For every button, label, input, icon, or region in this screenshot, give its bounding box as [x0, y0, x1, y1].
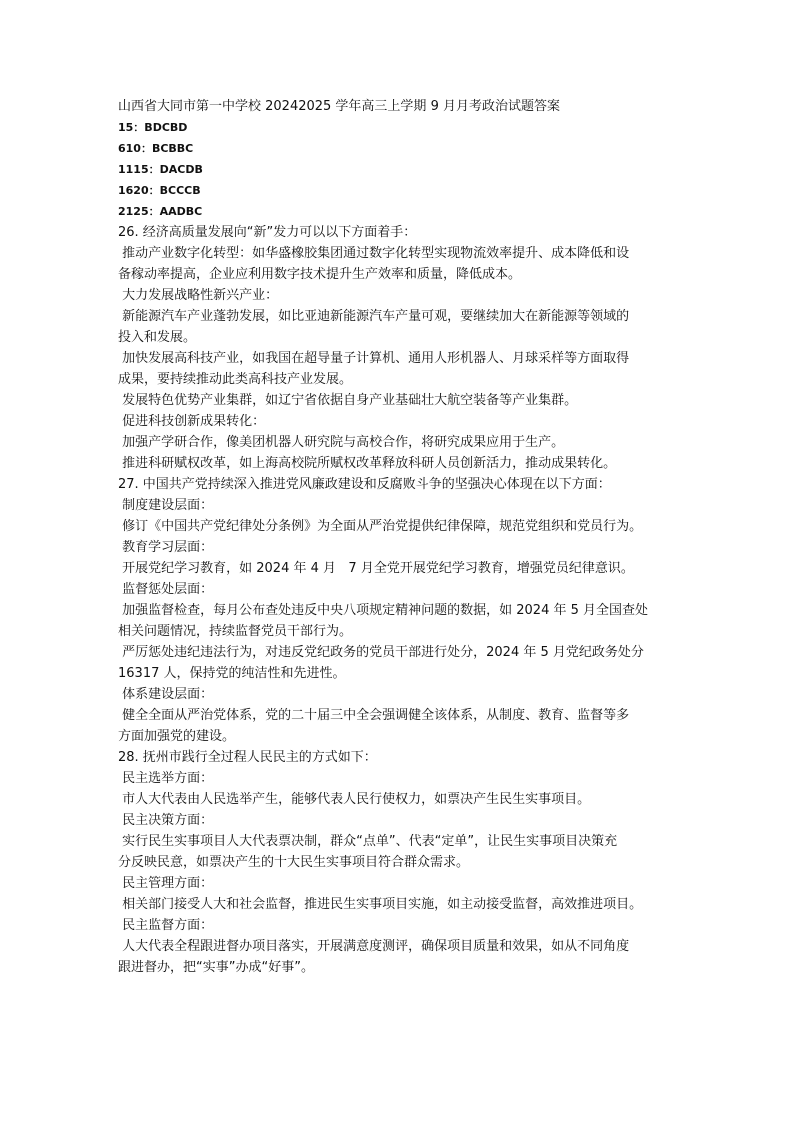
question-26-line: 促进科技创新成果转化： [118, 414, 266, 429]
question-27-line: 健全全面从严治党体系，党的二十届三中全会强调健全该体系，从制度、教育、监督等多 [118, 708, 630, 723]
question-27-line: 严厉惩处违纪违法行为，对违反党纪政务的党员干部进行处分，2024 年 5 月党纪政务处分 [118, 645, 644, 660]
question-28-line: 实行民生实事项目人大代表票决制，群众“点单”、代表“定单”，让民生实事项目决策充 [118, 834, 618, 849]
question-26-line: 新能源汽车产业蓬勃发展，如比亚迪新能源汽车产量可观，要继续加大在新能源等领域的 [118, 309, 630, 324]
question-26-line: 推进科研赋权改革，如上海高校院所赋权改革释放科研人员创新活力，推动成果转化。 [118, 456, 617, 471]
question-28-heading: 28. 抚州市践行全过程人民民主的方式如下： [118, 750, 377, 765]
question-27-line: 教育学习层面： [118, 540, 214, 555]
question-27-heading: 27. 中国共产党持续深入推进党风廉政建设和反腐败斗争的坚强决心体现在以下方面： [118, 477, 611, 492]
question-28-line: 民主监督方面： [118, 918, 214, 933]
question-27-line: 制度建设层面： [118, 498, 214, 513]
answer-line: 15：BDCBD [118, 121, 188, 134]
question-28-line: 民主管理方面： [118, 876, 214, 891]
document-title: 山西省大同市第一中学校 20242025 学年高三上学期 9 月月考政治试题答案 [118, 99, 560, 114]
question-27-line: 加强监督检查，每月公布查处违反中央八项规定精神问题的数据，如 2024 年 5 月全国查处 [118, 603, 649, 618]
question-28-line: 民主决策方面： [118, 813, 214, 828]
question-26-line: 加强产学研合作，像美团机器人研究院与高校合作，将研究成果应用于生产。 [118, 435, 565, 450]
question-27-line: 16317 人，保持党的纯洁性和先进性。 [118, 666, 346, 681]
question-27-line: 体系建设层面： [118, 687, 214, 702]
answer-line: 2125：AADBC [118, 205, 203, 218]
question-27-line: 方面加强党的建设。 [118, 729, 236, 744]
answer-line: 1620：BCCCB [118, 184, 201, 197]
question-27-line: 监督惩处层面： [118, 582, 214, 597]
question-26-line: 加快发展高科技产业，如我国在超导量子计算机、通用人形机器人、月球采样等方面取得 [118, 351, 630, 366]
document-page [118, 96, 680, 978]
answer-line: 610：BCBBC [118, 142, 194, 155]
question-28-line: 民主选举方面： [118, 771, 214, 786]
question-28-line: 人大代表全程跟进督办项目落实，开展满意度测评，确保项目质量和效果，如从不同角度 [118, 939, 630, 954]
question-26-heading: 26. 经济高质量发展向“新”发力可以以下方面着手： [118, 225, 417, 240]
question-26-line: 推动产业数字化转型：如华盛橡胶集团通过数字化转型实现物流效率提升、成本降低和设 [118, 246, 630, 261]
question-26-line: 成果，要持续推动此类高科技产业发展。 [118, 372, 353, 387]
question-26-line: 大力发展战略性新兴产业： [118, 288, 279, 303]
question-28-line: 市人大代表由人民选举产生，能够代表人民行使权力，如票决产生民生实事项目。 [118, 792, 591, 807]
question-28-line: 相关部门接受人大和社会监督，推进民生实事项目实施，如主动接受监督，高效推进项目。 [118, 897, 643, 912]
question-27-line: 开展党纪学习教育，如 2024 年 4 月 7 月全党开展党纪学习教育，增强党员纪律意识。 [118, 561, 634, 576]
question-26-line: 备稼动率提高，企业应利用数字技术提升生产效率和质量，降低成本。 [118, 267, 522, 282]
question-26-line: 发展特色优势产业集群，如辽宁省依据自身产业基础壮大航空装备等产业集群。 [118, 393, 578, 408]
question-27-line: 相关问题情况，持续监督党员干部行为。 [118, 624, 353, 639]
question-26-line: 投入和发展。 [118, 330, 197, 345]
answer-line: 1115：DACDB [118, 163, 203, 176]
question-28-line: 跟进督办，把“实事”办成“好事”。 [118, 960, 314, 975]
question-27-line: 修订《中国共产党纪律处分条例》为全面从严治党提供纪律保障，规范党组织和党员行为。 [118, 519, 643, 534]
question-28-line: 分反映民意，如票决产生的十大民生实事项目符合群众需求。 [118, 855, 470, 870]
